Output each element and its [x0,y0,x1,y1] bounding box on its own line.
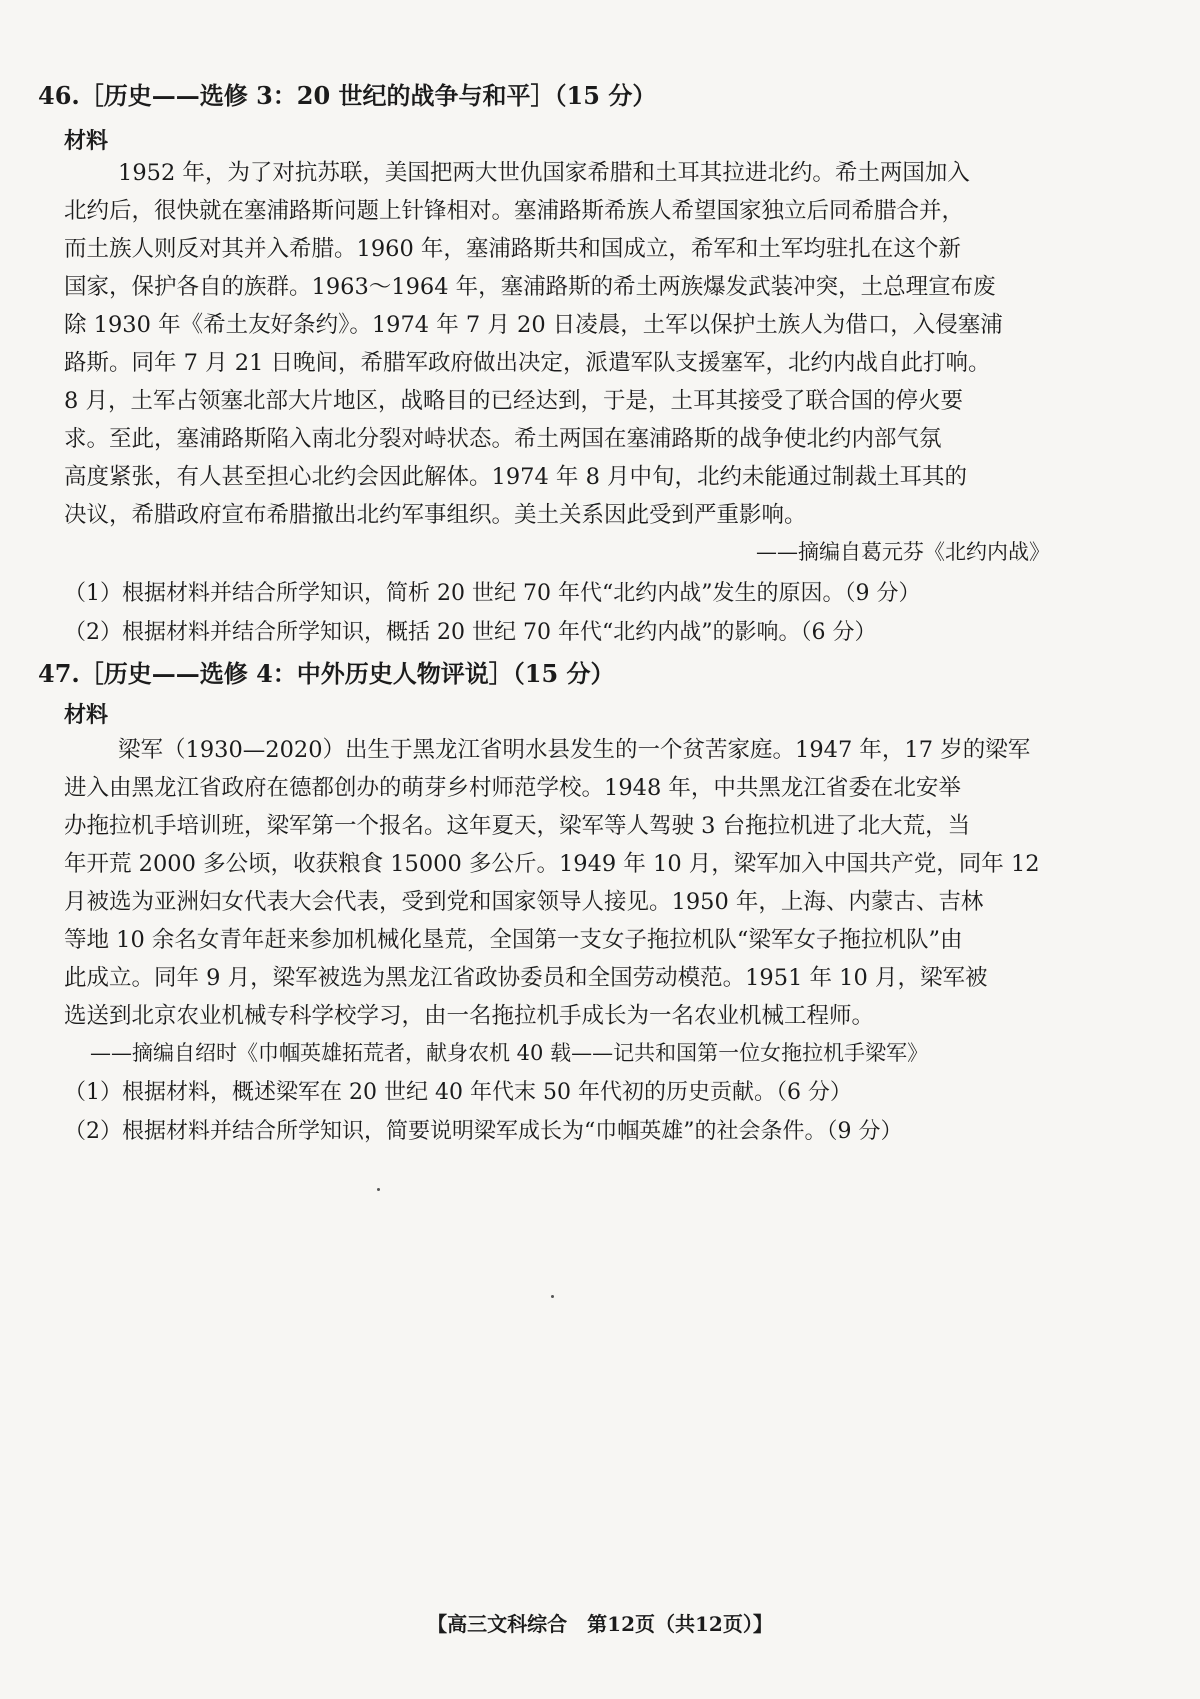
question-46-paragraph-line: 8 月，土军占领塞北部大片地区，战略目的已经达到，于是，土耳其接受了联合国的停火要 [64,388,963,414]
question-46-subquestion-2: （2）根据材料并结合所学知识，概括 20 世纪 70 年代“北约内战”的影响。（6 分） [64,620,877,645]
question-47-paragraph-line: 等地 10 余名女青年赶来参加机械化垦荒，全国第一支女子拖拉机队“梁军女子拖拉机队”由 [64,927,963,953]
question-47-header: 47.［历史——选修 4：中外历史人物评说］（15 分） [38,659,615,688]
scan-speck [551,1295,554,1298]
question-46-subquestion-1: （1）根据材料并结合所学知识，简析 20 世纪 70 年代“北约内战”发生的原因。（9 分） [64,581,921,606]
question-46-paragraph-line: 国家，保护各自的族群。1963～1964 年，塞浦路斯的希土两族爆发武装冲突，土总理宣布废 [64,274,996,300]
question-46-paragraph-line: 除 1930 年《希土友好条约》。1974 年 7 月 20 日凌晨，土军以保护土族人为借口，入侵塞浦 [64,312,1003,338]
question-46-paragraph-line: 高度紧张，有人甚至担心北约会因此解体。1974 年 8 月中旬，北约未能通过制裁土耳其的 [64,464,968,490]
question-46-material-label: 材料 [64,128,109,154]
scan-speck [377,1188,380,1191]
question-47-subquestion-1: （1）根据材料，概述梁军在 20 世纪 40 年代末 50 年代初的历史贡献。（6 分） [64,1080,852,1105]
question-46-header: 46.［历史——选修 3：20 世纪的战争与和平］（15 分） [38,81,657,110]
question-46-paragraph-line: 求。至此，塞浦路斯陷入南北分裂对峙状态。希土两国在塞浦路斯的战争使北约内部气氛 [64,426,942,452]
question-46-paragraph-line: 1952 年，为了对抗苏联，美国把两大世仇国家希腊和土耳其拉进北约。希土两国加入 [118,160,970,186]
question-47-subquestion-2: （2）根据材料并结合所学知识，简要说明梁军成长为“巾帼英雄”的社会条件。（9 分） [64,1119,903,1144]
question-47-material-label: 材料 [64,702,109,728]
question-46-paragraph-line: 决议，希腊政府宣布希腊撤出北约军事组织。美土关系因此受到严重影响。 [64,502,807,528]
question-47-paragraph-line: 办拖拉机手培训班，梁军第一个报名。这年夏天，梁军等人驾驶 3 台拖拉机进了北大荒，当 [64,813,971,839]
page-footer: 【高三文科综合 第12页（共12页）】 [427,1612,773,1636]
question-47-paragraph-line: 此成立。同年 9 月，梁军被选为黑龙江省政协委员和全国劳动模范。1951 年 10 月，梁军被 [64,965,988,991]
question-46-paragraph-line: 北约后，很快就在塞浦路斯问题上针锋相对。塞浦路斯希族人希望国家独立后同希腊合并， [64,198,965,224]
question-47-source: ——摘编自绍时《巾帼英雄拓荒者，献身农机 40 载——记共和国第一位女拖拉机手梁军》 [90,1041,929,1065]
question-47-paragraph-line: 进入由黑龙江省政府在德都创办的萌芽乡村师范学校。1948 年，中共黑龙江省委在北安举 [64,775,961,801]
question-47-paragraph-line: 梁军（1930—2020）出生于黑龙江省明水县发生的一个贫苦家庭。1947 年，17 岁的梁军 [118,737,1031,763]
question-47-paragraph-line: 年开荒 2000 多公顷，收获粮食 15000 多公斤。1949 年 10 月，梁军加入中国共产党，同年 12 [64,851,1040,877]
question-46-paragraph-line: 路斯。同年 7 月 21 日晚间，希腊军政府做出决定，派遣军队支援塞军，北约内战自此打响。 [64,350,991,376]
question-47-paragraph-line: 选送到北京农业机械专科学校学习，由一名拖拉机手成长为一名农业机械工程师。 [64,1003,875,1029]
question-46-source: ——摘编自葛元芬《北约内战》 [756,540,1050,564]
question-46-paragraph-line: 而土族人则反对其并入希腊。1960 年，塞浦路斯共和国成立，希军和土军均驻扎在这个新 [64,236,961,262]
question-47-paragraph-line: 月被选为亚洲妇女代表大会代表，受到党和国家领导人接见。1950 年，上海、内蒙古、吉林 [64,889,984,915]
